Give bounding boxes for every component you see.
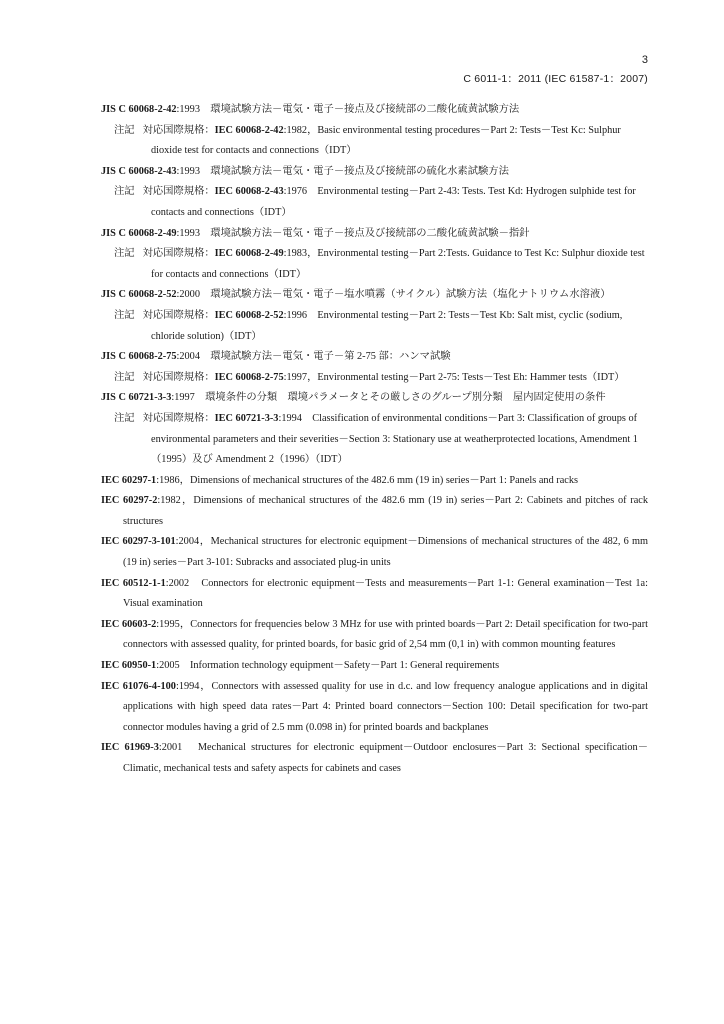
iec-reference bbox=[101, 471, 648, 492]
jis-reference bbox=[101, 162, 648, 224]
reference-title: 環境試験方法－電気・電子－塩水噴霧（サイクル）試験方法（塩化ナトリウム水溶液） bbox=[210, 289, 611, 301]
reference-text: :1994，Connectors with assessed quality for use in d.c. and low frequency analogue applications and in digital applications with high speed data rates－Part 4: Printed board connectors－Section 100: Detail specification for two-part connector modules having a grid of 2.5 mm (0.098 in) for printed boards and backplanes bbox=[123, 680, 648, 733]
reference-id: JIS C 60721-3-3 bbox=[101, 392, 172, 404]
reference-title: 環境試験方法－電気・電子－第 2-75 部：ハンマ試験 bbox=[210, 351, 451, 363]
jis-reference bbox=[101, 285, 648, 347]
iec-reference bbox=[101, 677, 648, 739]
note-prefix: 対応国際規格： bbox=[142, 309, 215, 321]
iec-reference bbox=[101, 615, 648, 656]
reference-title: 環境試験方法－電気・電子－接点及び接続部の硫化水素試験方法 bbox=[210, 165, 509, 177]
reference-id: IEC 60297-1 bbox=[101, 474, 157, 486]
standard-identifier: C 6011-1：2011 (IEC 61587-1：2007) bbox=[463, 73, 648, 85]
note-text: :1997，Environmental testing－Part 2-75: Tests－Test Eh: Hammer tests（IDT） bbox=[283, 371, 625, 383]
note-label: 注記 bbox=[114, 186, 135, 198]
note-id: IEC 60068-2-75 bbox=[214, 371, 284, 383]
reference-text: :2004，Mechanical structures for electronic equipment－Dimensions of mechanical structures of the 482, 6 mm (19 in) series－Part 3-101: Subracks and associated plug-in units bbox=[123, 536, 648, 569]
note-prefix: 対応国際規格： bbox=[142, 248, 215, 260]
reference-text: :2005 Information technology equipment－Safety－Part 1: General requirements bbox=[156, 660, 500, 672]
note-label: 注記 bbox=[114, 371, 135, 383]
reference-text: :1995，Connectors for frequencies below 3 MHz for use with printed boards－Part 2: Detail specification for two-part connectors with assessed quality, for printed boards, for basic grid of 2,54 mm (0,1 in) with common mounting features bbox=[123, 618, 648, 651]
note-label: 注記 bbox=[114, 412, 135, 424]
reference-text: :2001 Mechanical structures for electronic equipment－Outdoor enclosures－Part 3: Sectional specification－Climatic, mechanical tests and safety aspects for cabinets and cases bbox=[123, 742, 648, 774]
reference-text: :2002 Connectors for electronic equipment－Tests and measurements－Part 1-1: General examination－Test 1a: Visual examination bbox=[123, 577, 648, 610]
reference-year: :1993 bbox=[176, 165, 200, 177]
note-id: IEC 60068-2-43 bbox=[214, 186, 284, 198]
reference-title: 環境試験方法－電気・電子－接点及び接続部の二酸化硫黄試験－指針 bbox=[210, 227, 530, 239]
reference-id: JIS C 60068-2-42 bbox=[101, 104, 177, 115]
note-id: IEC 60721-3-3 bbox=[214, 412, 279, 424]
reference-year: :2004 bbox=[176, 351, 200, 363]
jis-reference bbox=[101, 224, 648, 286]
note-id: IEC 60068-2-49 bbox=[214, 248, 284, 260]
reference-id: IEC 60950-1 bbox=[101, 660, 157, 672]
reference-note bbox=[101, 368, 648, 389]
reference-id: JIS C 60068-2-75 bbox=[101, 351, 177, 363]
note-prefix: 対応国際規格： bbox=[142, 124, 215, 136]
reference-note bbox=[101, 244, 648, 285]
reference-id: JIS C 60068-2-52 bbox=[101, 289, 177, 301]
reference-text: :1982，Dimensions of mechanical structures of the 482.6 mm (19 in) series－Part 2: Cabinets and pitches of rack structures bbox=[123, 495, 648, 527]
reference-id: JIS C 60068-2-43 bbox=[101, 165, 177, 177]
note-prefix: 対応国際規格： bbox=[142, 186, 215, 198]
note-text: :1994 Classification of environmental conditions－Part 3: Classification of groups of environmental parameters and their severities－Section 3: Stationary use at weatherprotected locations, Amendment 1（1995）及び Amendment 2（1996）（IDT） bbox=[151, 412, 638, 466]
iec-reference bbox=[101, 574, 648, 615]
reference-list bbox=[101, 100, 648, 780]
reference-id: IEC 60512-1-1 bbox=[101, 577, 166, 589]
reference-year: :2000 bbox=[176, 289, 200, 301]
reference-id: JIS C 60068-2-49 bbox=[101, 227, 177, 239]
reference-note bbox=[101, 306, 648, 347]
reference-note bbox=[101, 409, 648, 471]
reference-title: 環境試験方法－電気・電子－接点及び接続部の二酸化硫黄試験方法 bbox=[210, 104, 520, 115]
note-text: :1983，Environmental testing－Part 2:Tests. Guidance to Test Kc: Sulphur dioxide test for contacts and connections（IDT） bbox=[151, 248, 645, 280]
reference-id: IEC 61969-3 bbox=[101, 742, 159, 754]
note-prefix: 対応国際規格： bbox=[142, 371, 215, 383]
note-label: 注記 bbox=[114, 124, 135, 136]
iec-reference bbox=[101, 656, 648, 677]
reference-year: :1993 bbox=[176, 227, 200, 239]
reference-id: IEC 60297-2 bbox=[101, 495, 158, 507]
note-label: 注記 bbox=[114, 309, 135, 321]
iec-reference bbox=[101, 738, 648, 779]
note-text: :1996 Environmental testing－Part 2: Tests－Test Kb: Salt mist, cyclic (sodium, chloride solution)（IDT） bbox=[151, 309, 623, 342]
reference-id: IEC 61076-4-100 bbox=[101, 680, 176, 692]
note-prefix: 対応国際規格： bbox=[142, 412, 215, 424]
reference-title: 環境条件の分類 環境パラメータとその厳しさのグループ別分類 屋内固定使用の条件 bbox=[205, 392, 606, 404]
note-id: IEC 60068-2-52 bbox=[214, 309, 284, 321]
note-text: :1976 Environmental testing－Part 2-43: Tests. Test Kd: Hydrogen sulphide test for contacts and connections（IDT） bbox=[151, 186, 636, 218]
reference-note bbox=[101, 182, 648, 223]
reference-year: :1997 bbox=[171, 392, 195, 404]
reference-text: :1986，Dimensions of mechanical structures of the 482.6 mm (19 in) series－Part 1: Panels and racks bbox=[156, 474, 579, 486]
iec-reference bbox=[101, 491, 648, 532]
note-text: :1982，Basic environmental testing procedures－Part 2: Tests－Test Kc: Sulphur dioxide test for contacts and connections（IDT） bbox=[151, 124, 621, 157]
page-number: 3 bbox=[641, 54, 648, 66]
jis-reference bbox=[101, 347, 648, 388]
note-id: IEC 60068-2-42 bbox=[214, 124, 284, 136]
note-label: 注記 bbox=[114, 248, 135, 260]
reference-id: IEC 60603-2 bbox=[101, 618, 157, 630]
reference-id: IEC 60297-3-101 bbox=[101, 536, 176, 548]
jis-reference bbox=[101, 100, 648, 162]
reference-year: :1993 bbox=[176, 104, 200, 115]
reference-note bbox=[101, 121, 648, 162]
jis-reference bbox=[101, 388, 648, 470]
iec-reference bbox=[101, 532, 648, 573]
